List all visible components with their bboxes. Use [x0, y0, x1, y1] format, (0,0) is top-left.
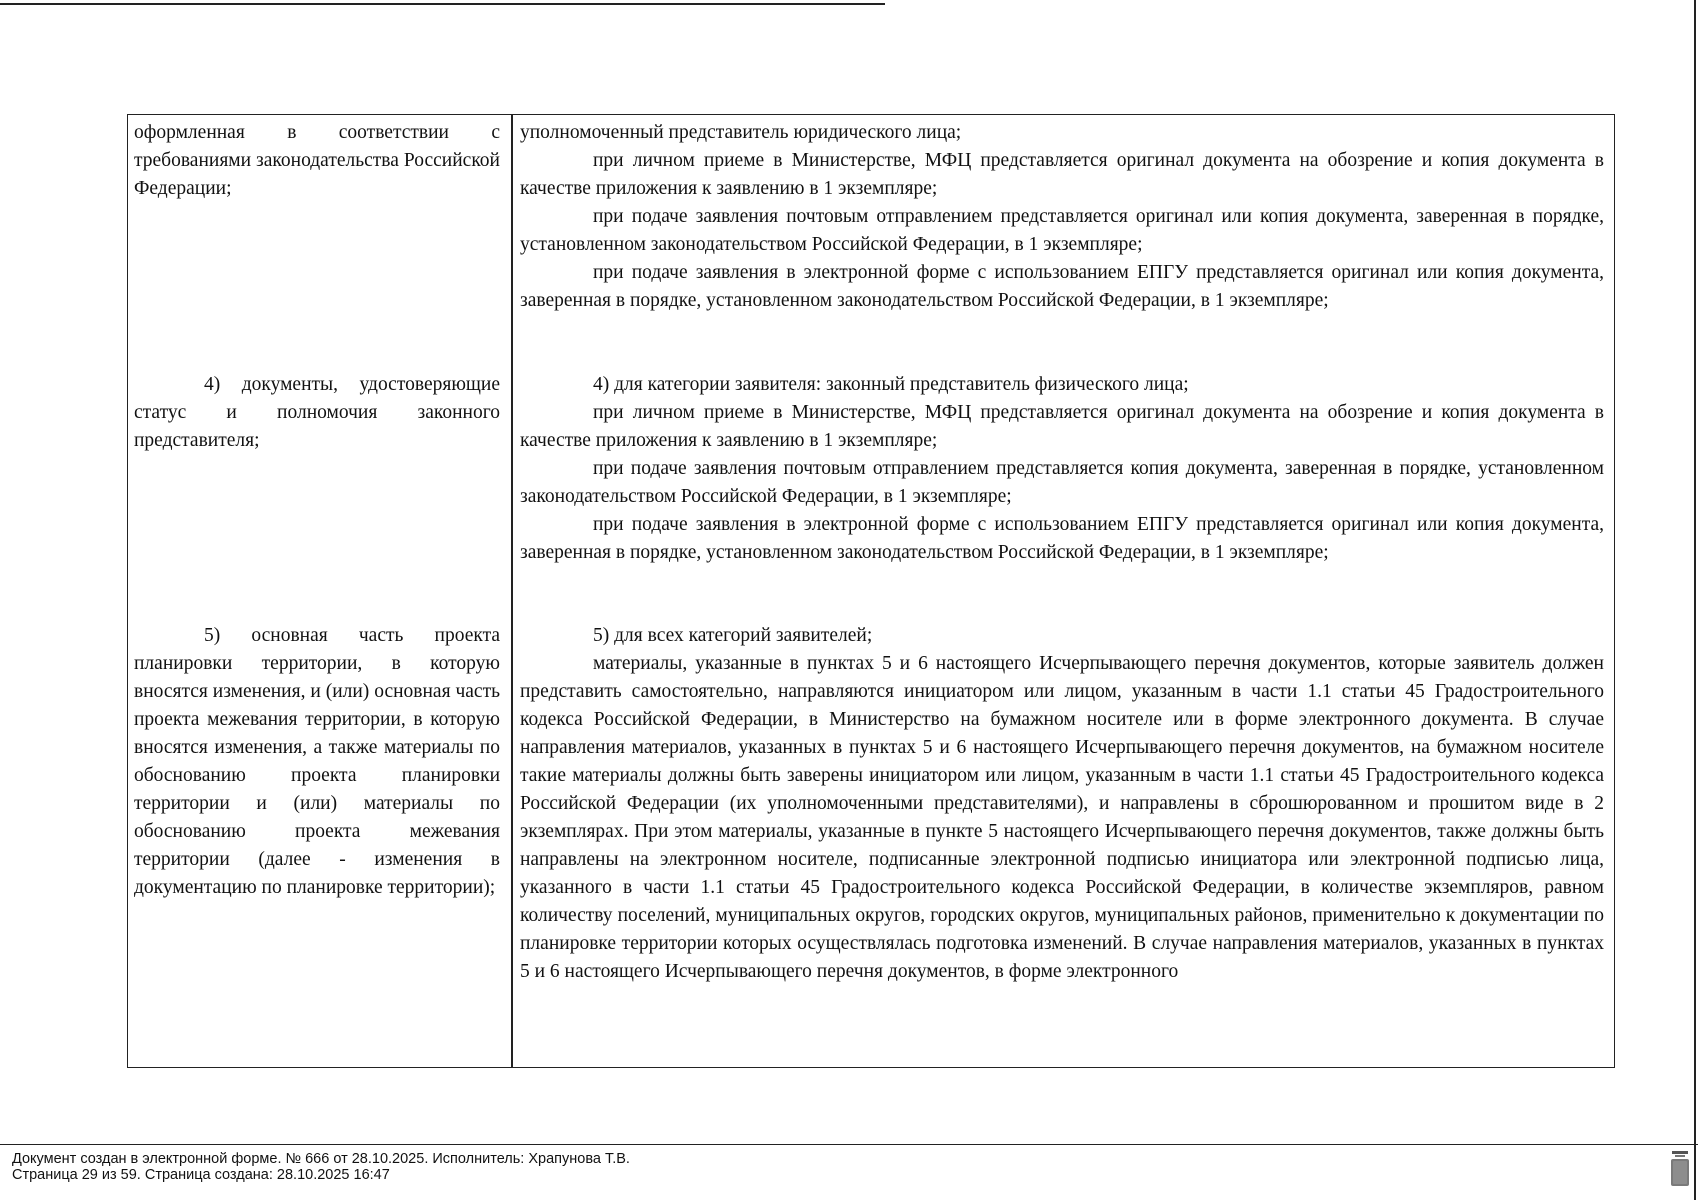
- row1-document-text: оформленная в соответствии с требованиями законодательства Российской Федерации;: [134, 122, 500, 199]
- footer-page-info: Страница 29 из 59. Страница создана: 28.10.2025 16:47: [12, 1167, 390, 1183]
- documents-table: [127, 114, 1615, 1068]
- row2-paragraph-1: 4) для категории заявителя: законный представитель физического лица;: [593, 374, 1189, 395]
- page-footer: [0, 1144, 1698, 1201]
- top-rule: [0, 3, 885, 5]
- row1-paragraph-1: уполномоченный представитель юридического лица;: [520, 122, 962, 143]
- row2-paragraph-4: при подаче заявления в электронной форме с использованием ЕПГУ представляется оригинал или копия документа, заверенная в порядке, установленном законодательством Российской Федерации, в 1 экземпляре;: [520, 514, 1604, 563]
- row2-paragraph-2: при личном приеме в Министерстве, МФЦ представляется оригинал документа на обозрение и копия документа в качестве приложения к заявлению в 1 экземпляре;: [520, 402, 1604, 451]
- row2-document-text: 4) документы, удостоверяющие статус и полномочия законного представителя;: [134, 374, 500, 451]
- row1-document-cell: [134, 119, 500, 203]
- row1-paragraph-2: при личном приеме в Министерстве, МФЦ представляется оригинал документа на обозрение и копия документа в качестве приложения к заявлению в 1 экземпляре;: [520, 150, 1604, 199]
- row2-document-cell: [134, 371, 500, 455]
- row2-requirements-cell: [520, 371, 1604, 567]
- row3-paragraph-1: 5) для всех категорий заявителей;: [593, 625, 873, 646]
- right-edge-rule: [1694, 0, 1696, 1200]
- column-divider: [511, 115, 513, 1067]
- document-stamp-icon: [1669, 1150, 1691, 1188]
- row2-paragraph-3: при подаче заявления почтовым отправлением представляется копия документа, заверенная в порядке, установленном законодательством Российской Федерации, в 1 экземпляре;: [520, 458, 1604, 507]
- row1-requirements-cell: [520, 119, 1604, 315]
- row3-document-cell: [134, 622, 500, 902]
- footer-document-info: Документ создан в электронной форме. № 666 от 28.10.2025. Исполнитель: Храпунова Т.В.: [12, 1151, 630, 1167]
- row3-document-text: 5) основная часть проекта планировки территории, в которую вносятся изменения, и (или) основная часть проекта межевания территории, в которую вносятся изменения, а также материалы по обоснованию проекта планировки территории и (или) материалы по обоснованию проекта межевания территории (далее - изменения в документацию по планировке территории);: [134, 625, 500, 898]
- row3-requirements-cell: [520, 622, 1604, 986]
- row3-paragraph-2: материалы, указанные в пунктах 5 и 6 настоящего Исчерпывающего перечня документов, которые заявитель должен представить самостоятельно, направляются инициатором или лицом, указанным в части 1.1 статьи 45 Градостроительного кодекса Российской Федерации, в Министерство на бумажном носителе или в форме электронного документа. В случае направления материалов, указанных в пунктах 5 и 6 настоящего Исчерпывающего перечня документов, на бумажном носителе такие материалы должны быть заверены инициатором или лицом, указанным в части 1.1 статьи 45 Градостроительного кодекса Российской Федерации (их уполномоченными представителями), и направлены в сброшюрованном и прошитом виде в 2 экземплярах. При этом материалы, указанные в пункте 5 настоящего Исчерпывающего перечня документов, также должны быть направлены на электронном носителе, подписанные электронной подписью инициатора или электронной подписью лица, указанного в части 1.1 статьи 45 Градостроительного кодекса Российской Федерации, в количестве экземпляров, равном количеству поселений, муниципальных округов, городских округов, муниципальных районов, применительно к документации по планировке территории которых осуществлялась подготовка изменений. В случае направления материалов, указанных в пунктах 5 и 6 настоящего Исчерпывающего перечня документов, в форме электронного: [520, 653, 1604, 982]
- row1-paragraph-4: при подаче заявления в электронной форме с использованием ЕПГУ представляется оригинал или копия документа, заверенная в порядке, установленном законодательством Российской Федерации, в 1 экземпляре;: [520, 262, 1604, 311]
- row1-paragraph-3: при подаче заявления почтовым отправлением представляется оригинал или копия документа, заверенная в порядке, установленном законодательством Российской Федерации, в 1 экземпляре;: [520, 206, 1604, 255]
